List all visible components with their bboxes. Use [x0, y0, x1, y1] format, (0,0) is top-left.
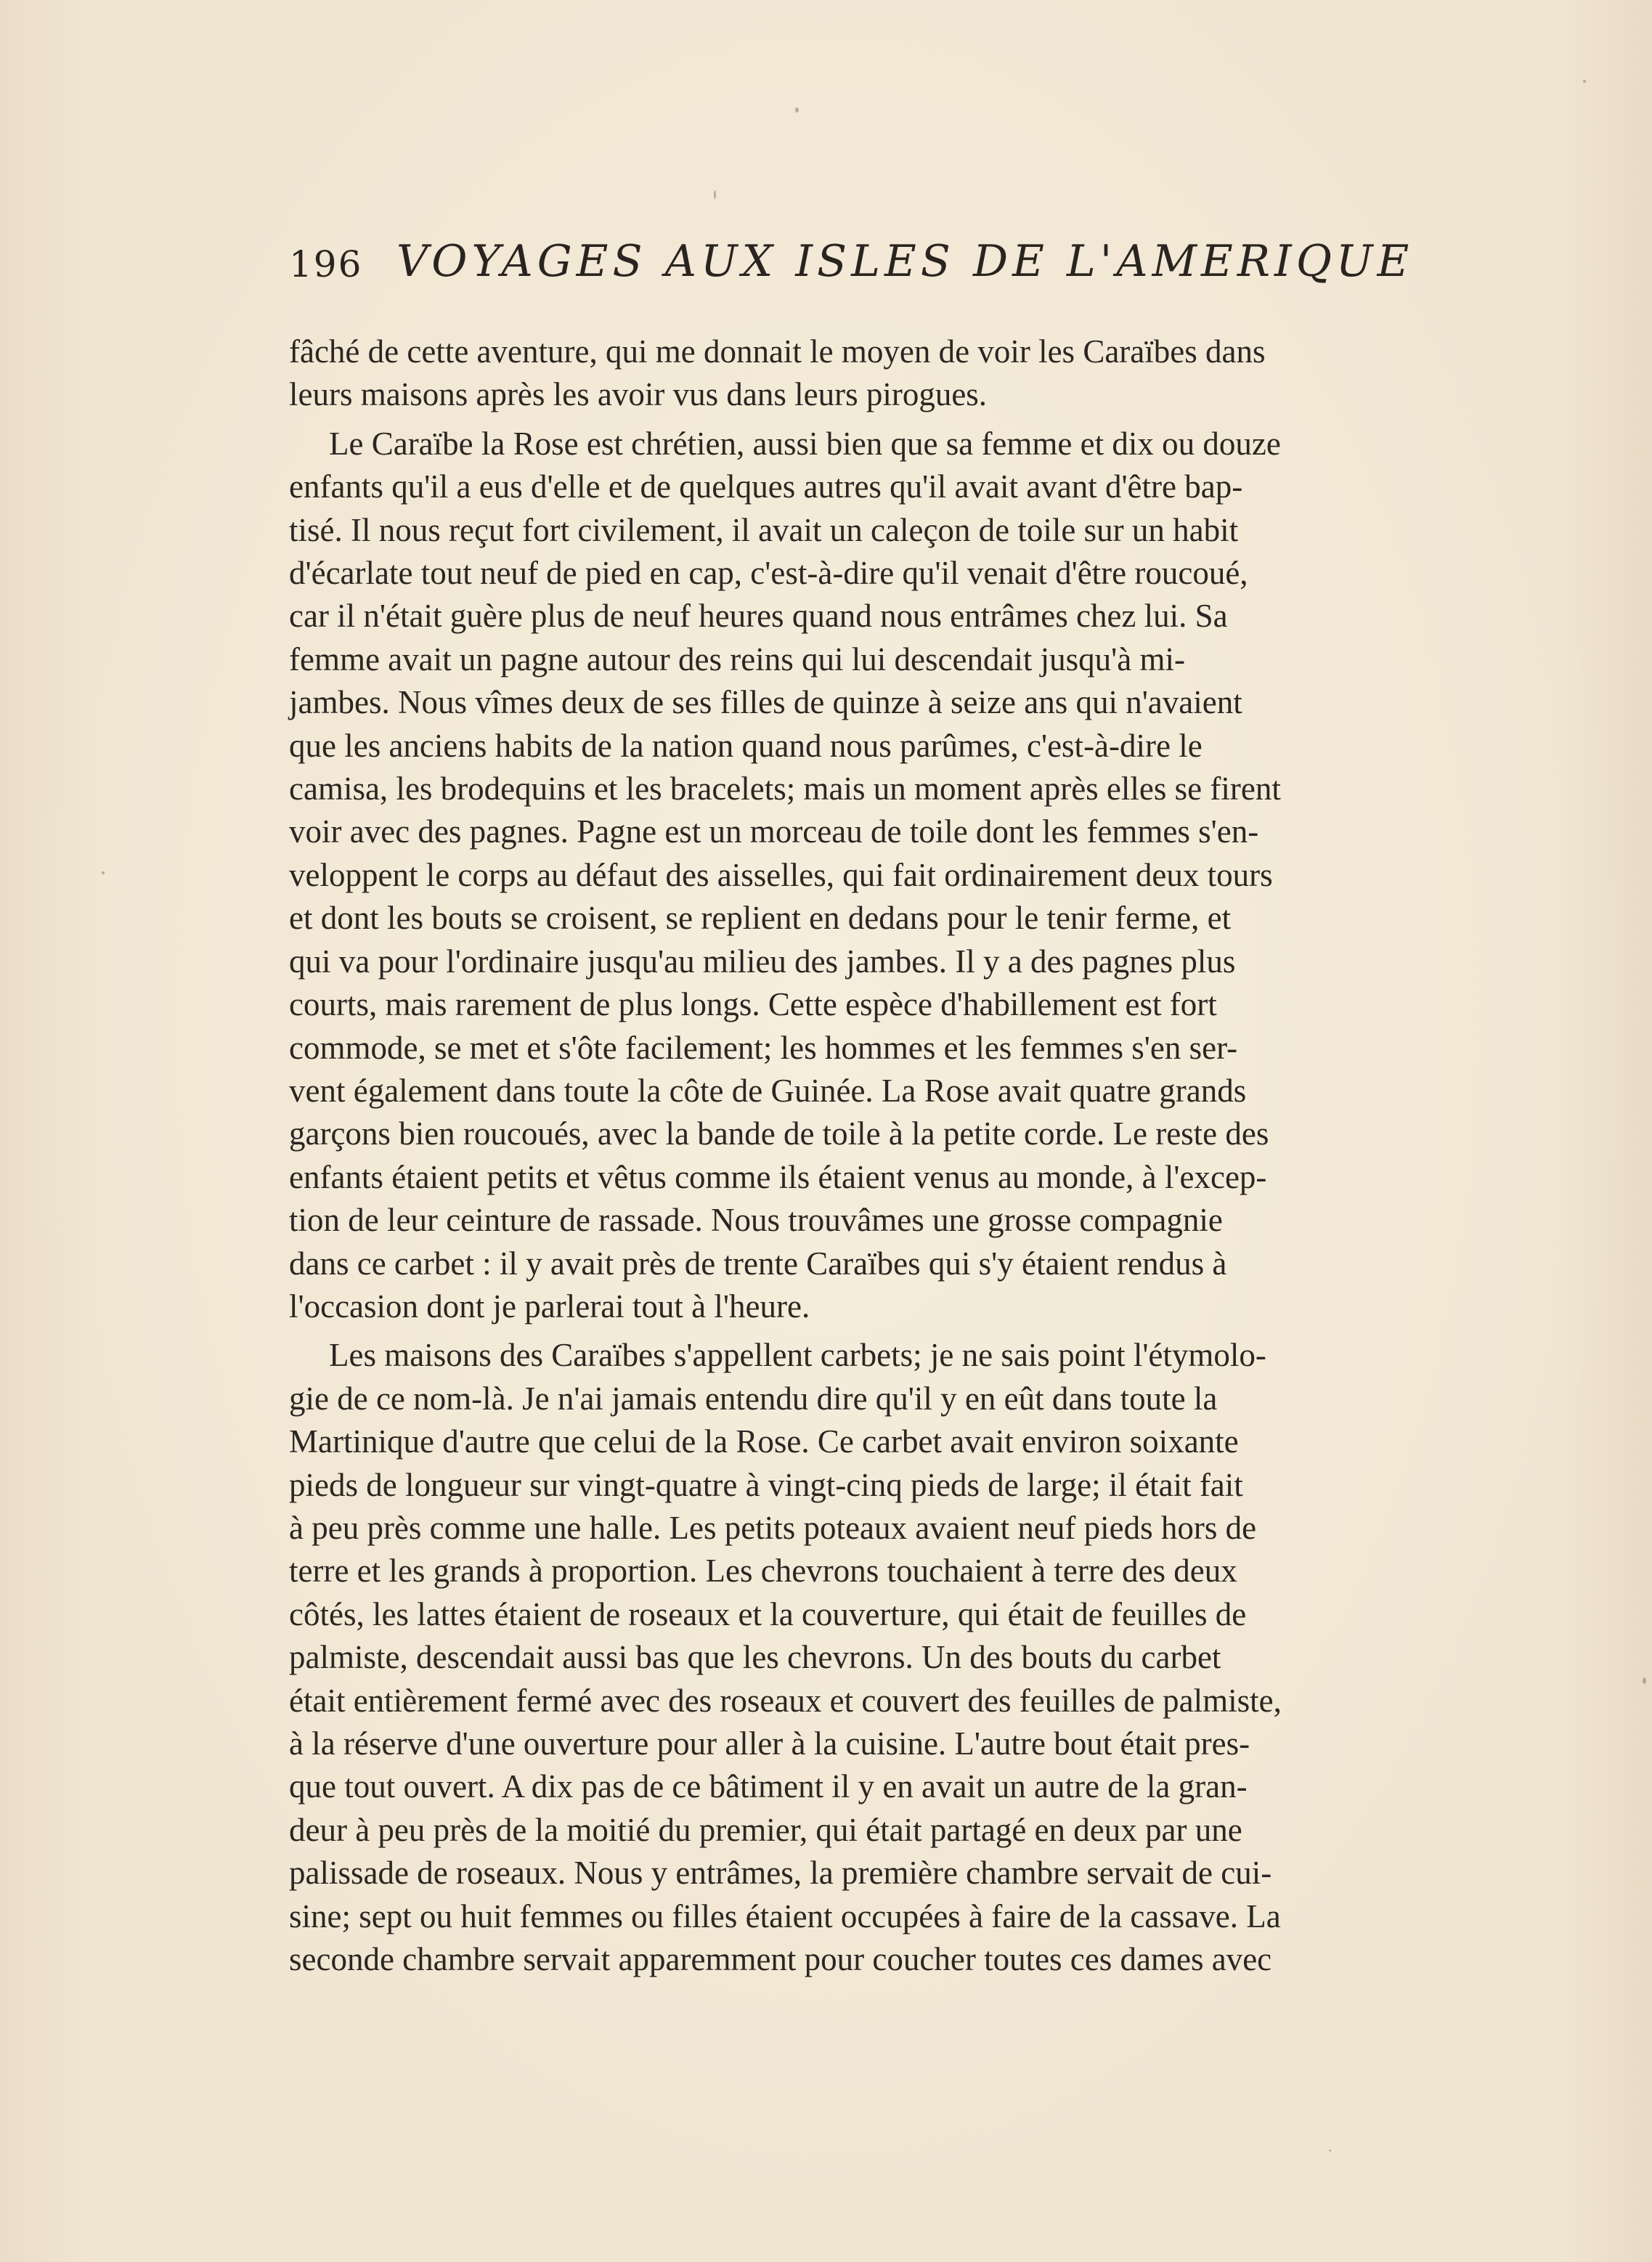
text-line: leurs maisons après les avoir vus dans leurs pirogues. [289, 376, 988, 413]
running-header [289, 229, 1438, 301]
text-line: que les anciens habits de la nation quand nous parûmes, c'est-à-dire le [289, 727, 1203, 764]
running-title: VOYAGES AUX ISLES DE L'AMERIQUE [396, 236, 1414, 287]
page-number: 196 [289, 243, 363, 285]
text-line: car il n'était guère plus de neuf heures quand nous entrâmes chez lui. Sa [289, 598, 1228, 635]
text-line: veloppent le corps au défaut des aisselles, qui fait ordinairement deux tours [289, 856, 1273, 893]
paper-speck [1583, 80, 1586, 83]
text-line: enfants qu'il a eus d'elle et de quelques autres qu'il avait avant d'être bap- [289, 468, 1243, 505]
paper-speck [102, 871, 105, 874]
text-line: vent également dans toute la côte de Guinée. La Rose avait quatre grands [289, 1072, 1247, 1109]
text-line: à peu près comme une halle. Les petits poteaux avaient neuf pieds hors de [289, 1509, 1257, 1546]
paragraph [289, 423, 1494, 1329]
paper-speck [714, 190, 716, 199]
text-line: à la réserve d'une ouverture pour aller à la cuisine. L'autre bout était pres- [289, 1725, 1250, 1762]
text-line: côtés, les lattes étaient de roseaux et la couverture, qui était de feuilles de [289, 1595, 1247, 1632]
text-line: fâché de cette aventure, qui me donnait le moyen de voir les Caraïbes dans [289, 333, 1266, 370]
text-line: d'écarlate tout neuf de pied en cap, c'est-à-dire qu'il venait d'être roucoué, [289, 555, 1248, 592]
text-line: que tout ouvert. A dix pas de ce bâtiment il y en avait un autre de la gran- [289, 1768, 1248, 1805]
paper-speck [795, 107, 799, 113]
text-line: palmiste, descendait aussi bas que les chevrons. Un des bouts du carbet [289, 1639, 1221, 1676]
text-line: Martinique d'autre que celui de la Rose. Ce carbet avait environ soixante [289, 1423, 1239, 1460]
text-line: deur à peu près de la moitié du premier, qui était partagé en deux par une [289, 1811, 1242, 1848]
text-line: enfants étaient petits et vêtus comme ils étaient venus au monde, à l'excep- [289, 1158, 1267, 1195]
paper-speck [1329, 2149, 1331, 2152]
text-line: voir avec des pagnes. Pagne est un morceau de toile dont les femmes s'en- [289, 813, 1259, 850]
text-line: tion de leur ceinture de rassade. Nous trouvâmes une grosse compagnie [289, 1202, 1223, 1239]
text-line: jambes. Nous vîmes deux de ses filles de quinze à seize ans qui n'avaient [289, 684, 1242, 721]
paper-speck [1643, 1677, 1646, 1684]
text-line: courts, mais rarement de plus longs. Cette espèce d'habillement est fort [289, 986, 1217, 1023]
text-line: commode, se met et s'ôte facilement; les hommes et les femmes s'en ser- [289, 1029, 1238, 1066]
text-line: tisé. Il nous reçut fort civilement, il avait un caleçon de toile sur un habit [289, 511, 1239, 548]
text-line: femme avait un pagne autour des reins qui lui descendait jusqu'à mi- [289, 640, 1186, 678]
paragraph [289, 1334, 1494, 1981]
text-line: camisa, les brodequins et les bracelets; mais un moment après elles se firent [289, 770, 1281, 807]
text-line: gie de ce nom-là. Je n'ai jamais entendu dire qu'il y en eût dans toute la [289, 1380, 1218, 1417]
text-line: et dont les bouts se croisent, se replient en dedans pour le tenir ferme, et [289, 900, 1232, 937]
text-line: dans ce carbet : il y avait près de trente Caraïbes qui s'y étaient rendus à [289, 1245, 1227, 1282]
paragraph [289, 330, 1494, 417]
text-line: l'occasion dont je parlerai tout à l'heure. [289, 1287, 810, 1325]
text-line: Les maisons des Caraïbes s'appellent carbets; je ne sais point l'étymolo- [329, 1337, 1266, 1374]
text-line: Le Caraïbe la Rose est chrétien, aussi bien que sa femme et dix ou douze [329, 425, 1281, 462]
text-line: palissade de roseaux. Nous y entrâmes, la première chambre servait de cui- [289, 1855, 1272, 1892]
text-line: pieds de longueur sur vingt-quatre à vingt-cinq pieds de large; il était fait [289, 1466, 1243, 1503]
body-text [289, 330, 1494, 1981]
text-line: terre et les grands à proportion. Les chevrons touchaient à terre des deux [289, 1553, 1237, 1590]
text-line: garçons bien roucoués, avec la bande de toile à la petite corde. Le reste des [289, 1115, 1269, 1152]
text-line: seconde chambre servait apparemment pour coucher toutes ces dames avec [289, 1941, 1272, 1978]
text-line: qui va pour l'ordinaire jusqu'au milieu des jambes. Il y a des pagnes plus [289, 943, 1236, 980]
text-line: sine; sept ou huit femmes ou filles étaient occupées à faire de la cassave. La [289, 1897, 1281, 1935]
text-line: était entièrement fermé avec des roseaux et couvert des feuilles de palmiste, [289, 1682, 1282, 1719]
